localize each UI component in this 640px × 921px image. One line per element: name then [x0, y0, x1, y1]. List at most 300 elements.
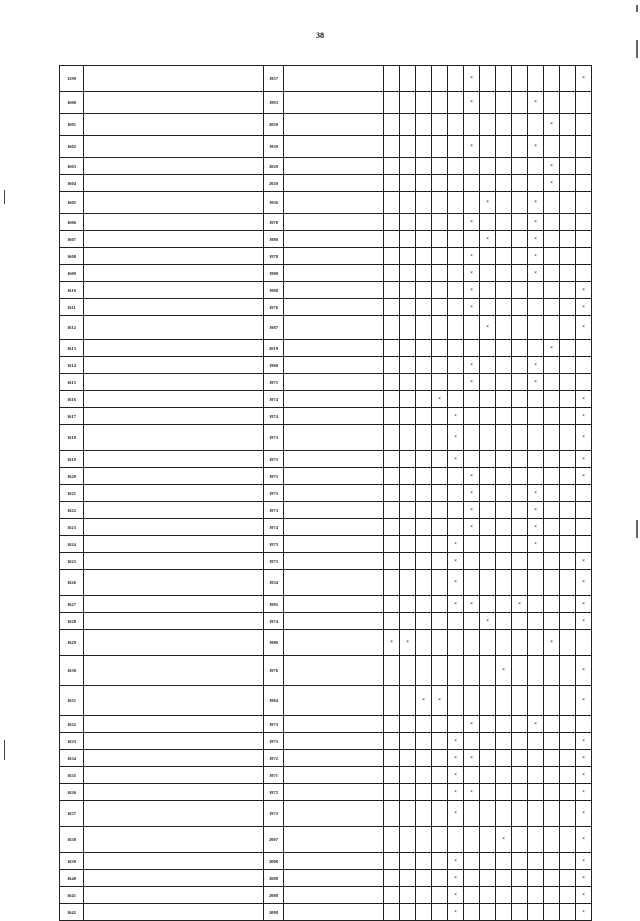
mark-cell — [432, 570, 448, 596]
mark-cell — [432, 282, 448, 299]
mark-cell — [448, 630, 464, 656]
mark-cell — [384, 425, 400, 451]
address-cell — [84, 265, 264, 282]
x-mark-icon: × — [454, 558, 457, 564]
table-row — [60, 214, 592, 231]
address-cell — [84, 92, 264, 114]
address-cell — [84, 282, 264, 299]
address-cell — [84, 853, 264, 870]
mark-cell — [528, 248, 544, 265]
mark-cell — [544, 686, 560, 716]
x-mark-icon: × — [438, 698, 441, 703]
mark-cell — [544, 767, 560, 784]
mark-cell — [400, 231, 416, 248]
mark-cell — [448, 686, 464, 716]
mark-cell — [416, 870, 432, 887]
mark-cell — [496, 66, 512, 92]
year-cell: 1973 — [264, 425, 284, 451]
mark-cell — [480, 425, 496, 451]
mark-cell — [560, 613, 576, 630]
row-number: 1642 — [60, 904, 84, 921]
mark-cell — [384, 686, 400, 716]
year-cell: 1980 — [264, 265, 284, 282]
mark-cell — [416, 519, 432, 536]
mark-cell — [560, 248, 576, 265]
year-cell: 1987 — [264, 316, 284, 340]
year-cell: 2008 — [264, 870, 284, 887]
x-mark-icon: × — [470, 379, 473, 385]
mark-cell — [560, 630, 576, 656]
mark-cell — [464, 733, 480, 750]
mark-cell — [528, 887, 544, 904]
mark-cell — [432, 716, 448, 733]
mark-cell — [416, 316, 432, 340]
address-cell — [84, 316, 264, 340]
mark-cell — [496, 686, 512, 716]
mark-cell — [464, 536, 480, 553]
address-cell — [84, 299, 264, 316]
mark-cell — [528, 485, 544, 502]
mark-cell — [512, 214, 528, 231]
table-row — [60, 299, 592, 316]
mark-cell — [464, 519, 480, 536]
mark-cell — [528, 613, 544, 630]
x-mark-icon: × — [470, 507, 473, 513]
mark-cell — [528, 316, 544, 340]
mark-cell — [384, 853, 400, 870]
mark-cell — [400, 887, 416, 904]
row-number: 1626 — [60, 570, 84, 596]
mark-cell — [464, 451, 480, 468]
mark-cell — [544, 750, 560, 767]
mark-cell — [448, 656, 464, 686]
mark-cell — [400, 570, 416, 596]
mark-cell — [576, 231, 592, 248]
x-mark-icon: × — [534, 362, 537, 368]
mark-cell — [432, 686, 448, 716]
mark-cell — [544, 340, 560, 357]
address-cell — [84, 716, 264, 733]
mark-cell — [480, 784, 496, 801]
year-cell: 1973 — [264, 502, 284, 519]
mark-cell — [416, 374, 432, 391]
x-mark-icon: × — [582, 558, 585, 564]
table-row — [60, 630, 592, 656]
mark-cell — [528, 265, 544, 282]
mark-cell — [560, 468, 576, 485]
inspection-types-cell — [284, 92, 384, 114]
mark-cell — [512, 158, 528, 175]
row-number: 1608 — [60, 248, 84, 265]
mark-cell — [560, 596, 576, 613]
mark-cell — [560, 502, 576, 519]
x-mark-icon: × — [582, 892, 585, 898]
mark-cell — [496, 357, 512, 374]
mark-cell — [400, 801, 416, 827]
row-number: 1627 — [60, 596, 84, 613]
mark-cell — [528, 425, 544, 451]
mark-cell — [384, 536, 400, 553]
year-cell: 1974 — [264, 519, 284, 536]
mark-cell — [448, 767, 464, 784]
mark-cell — [384, 357, 400, 374]
mark-cell — [432, 553, 448, 570]
mark-cell — [464, 630, 480, 656]
address-cell — [84, 391, 264, 408]
mark-cell — [544, 801, 560, 827]
mark-cell — [576, 904, 592, 921]
mark-cell — [448, 536, 464, 553]
x-mark-icon: × — [438, 396, 441, 402]
x-mark-icon: × — [486, 236, 489, 242]
mark-cell — [416, 158, 432, 175]
mark-cell — [448, 158, 464, 175]
inspection-types-cell — [284, 158, 384, 175]
mark-cell — [480, 66, 496, 92]
address-cell — [84, 870, 264, 887]
mark-cell — [480, 408, 496, 425]
address-cell — [84, 502, 264, 519]
row-number: 1610 — [60, 282, 84, 299]
x-mark-icon: × — [454, 541, 457, 547]
mark-cell — [464, 192, 480, 214]
address-cell — [84, 114, 264, 136]
mark-cell — [432, 231, 448, 248]
table-row — [60, 904, 592, 921]
row-number: 1634 — [60, 750, 84, 767]
table-row — [60, 716, 592, 733]
year-cell: 2020 — [264, 175, 284, 192]
x-mark-icon: × — [582, 875, 585, 881]
mark-cell — [464, 686, 480, 716]
mark-cell — [528, 519, 544, 536]
mark-cell — [560, 686, 576, 716]
mark-cell — [464, 316, 480, 340]
mark-cell — [576, 613, 592, 630]
year-cell: 1936 — [264, 192, 284, 214]
mark-cell — [496, 887, 512, 904]
year-cell: 1975 — [264, 374, 284, 391]
mark-cell — [448, 391, 464, 408]
scan-border-mark — [636, 520, 638, 538]
mark-cell — [400, 767, 416, 784]
mark-cell — [544, 613, 560, 630]
inspection-types-cell — [284, 66, 384, 92]
table-row — [60, 282, 592, 299]
mark-cell — [416, 827, 432, 853]
mark-cell — [512, 391, 528, 408]
mark-cell — [512, 870, 528, 887]
table-row — [60, 553, 592, 570]
mark-cell — [496, 596, 512, 613]
inspection-types-cell — [284, 904, 384, 921]
mark-cell — [544, 519, 560, 536]
mark-cell — [416, 425, 432, 451]
year-cell: 1957 — [264, 66, 284, 92]
address-cell — [84, 784, 264, 801]
mark-cell — [496, 265, 512, 282]
mark-cell — [384, 519, 400, 536]
row-number: 1605 — [60, 192, 84, 214]
mark-cell — [400, 114, 416, 136]
inspection-types-cell — [284, 316, 384, 340]
mark-cell — [432, 451, 448, 468]
mark-cell — [512, 536, 528, 553]
inspection-types-cell — [284, 282, 384, 299]
mark-cell — [544, 553, 560, 570]
mark-cell — [432, 784, 448, 801]
x-mark-icon: × — [534, 490, 537, 496]
mark-cell — [384, 340, 400, 357]
mark-cell — [512, 340, 528, 357]
row-number: 1636 — [60, 784, 84, 801]
x-mark-icon: × — [582, 413, 585, 419]
year-cell: 1975 — [264, 485, 284, 502]
mark-cell — [400, 485, 416, 502]
mark-cell — [496, 519, 512, 536]
mark-cell — [528, 596, 544, 613]
address-cell — [84, 451, 264, 468]
mark-cell — [432, 536, 448, 553]
mark-cell — [528, 716, 544, 733]
year-cell: 1974 — [264, 391, 284, 408]
mark-cell — [416, 596, 432, 613]
mark-cell — [400, 374, 416, 391]
mark-cell — [480, 265, 496, 282]
row-number: 1629 — [60, 630, 84, 656]
inspection-types-cell — [284, 502, 384, 519]
x-mark-icon: × — [550, 163, 553, 169]
mark-cell — [496, 570, 512, 596]
mark-cell — [528, 92, 544, 114]
x-mark-icon: × — [454, 580, 457, 585]
mark-cell — [560, 887, 576, 904]
mark-cell — [576, 175, 592, 192]
mark-cell — [384, 451, 400, 468]
row-number: 1615 — [60, 374, 84, 391]
mark-cell — [400, 248, 416, 265]
mark-cell — [416, 66, 432, 92]
x-mark-icon: × — [582, 909, 585, 915]
year-cell: 1973 — [264, 536, 284, 553]
mark-cell — [512, 904, 528, 921]
year-cell: 1985 — [264, 596, 284, 613]
mark-cell — [400, 299, 416, 316]
table-row — [60, 175, 592, 192]
row-number: 1625 — [60, 553, 84, 570]
mark-cell — [528, 214, 544, 231]
mark-cell — [544, 784, 560, 801]
mark-cell — [464, 784, 480, 801]
mark-cell — [528, 468, 544, 485]
mark-cell — [400, 357, 416, 374]
x-mark-icon: × — [582, 456, 585, 462]
table-row — [60, 316, 592, 340]
x-mark-icon: × — [550, 640, 553, 645]
mark-cell — [384, 175, 400, 192]
inspection-types-cell — [284, 248, 384, 265]
mark-cell — [512, 265, 528, 282]
mark-cell — [384, 214, 400, 231]
mark-cell — [560, 553, 576, 570]
mark-cell — [432, 425, 448, 451]
table-row — [60, 374, 592, 391]
mark-cell — [464, 340, 480, 357]
mark-cell — [512, 136, 528, 158]
mark-cell — [448, 136, 464, 158]
mark-cell — [512, 827, 528, 853]
mark-cell — [480, 553, 496, 570]
address-cell — [84, 158, 264, 175]
mark-cell — [464, 374, 480, 391]
mark-cell — [528, 536, 544, 553]
x-mark-icon: × — [582, 580, 585, 585]
address-cell — [84, 136, 264, 158]
year-cell: 1934 — [264, 570, 284, 596]
mark-cell — [544, 114, 560, 136]
mark-cell — [448, 733, 464, 750]
mark-cell — [544, 596, 560, 613]
mark-cell — [512, 425, 528, 451]
inspection-types-cell — [284, 767, 384, 784]
mark-cell — [448, 425, 464, 451]
mark-cell — [416, 536, 432, 553]
address-cell — [84, 613, 264, 630]
x-mark-icon: × — [582, 601, 585, 607]
mark-cell — [432, 596, 448, 613]
mark-cell — [432, 357, 448, 374]
mark-cell — [480, 596, 496, 613]
mark-cell — [400, 656, 416, 686]
row-number: 1632 — [60, 716, 84, 733]
mark-cell — [496, 553, 512, 570]
mark-cell — [560, 316, 576, 340]
mark-cell — [560, 570, 576, 596]
mark-cell — [416, 282, 432, 299]
mark-cell — [544, 357, 560, 374]
mark-cell — [384, 136, 400, 158]
x-mark-icon: × — [470, 100, 473, 105]
mark-cell — [496, 613, 512, 630]
mark-cell — [544, 265, 560, 282]
x-mark-icon: × — [470, 789, 473, 795]
address-cell — [84, 408, 264, 425]
row-number: 1618 — [60, 425, 84, 451]
mark-cell — [464, 485, 480, 502]
x-mark-icon: × — [582, 76, 585, 81]
mark-cell — [576, 630, 592, 656]
x-mark-icon: × — [534, 219, 537, 225]
mark-cell — [384, 231, 400, 248]
mark-cell — [576, 357, 592, 374]
x-mark-icon: × — [470, 287, 473, 293]
inspection-types-cell — [284, 656, 384, 686]
mark-cell — [384, 613, 400, 630]
row-number: 1630 — [60, 656, 84, 686]
table-row — [60, 357, 592, 374]
x-mark-icon: × — [454, 909, 457, 915]
mark-cell — [432, 656, 448, 686]
table-row — [60, 870, 592, 887]
x-mark-icon: × — [534, 524, 537, 530]
mark-cell — [576, 686, 592, 716]
table-row — [60, 733, 592, 750]
mark-cell — [544, 316, 560, 340]
mark-cell — [496, 282, 512, 299]
table-row — [60, 519, 592, 536]
year-cell: 2008 — [264, 853, 284, 870]
mark-cell — [432, 767, 448, 784]
mark-cell — [416, 192, 432, 214]
mark-cell — [528, 686, 544, 716]
mark-cell — [432, 801, 448, 827]
mark-cell — [448, 66, 464, 92]
mark-cell — [480, 733, 496, 750]
mark-cell — [496, 214, 512, 231]
mark-cell — [480, 357, 496, 374]
mark-cell — [384, 716, 400, 733]
mark-cell — [432, 733, 448, 750]
x-mark-icon: × — [454, 875, 457, 881]
mark-cell — [496, 827, 512, 853]
row-number: 1616 — [60, 391, 84, 408]
mark-cell — [448, 175, 464, 192]
row-number: 1623 — [60, 519, 84, 536]
mark-cell — [448, 853, 464, 870]
mark-cell — [384, 299, 400, 316]
mark-cell — [480, 853, 496, 870]
mark-cell — [384, 158, 400, 175]
table-row — [60, 887, 592, 904]
mark-cell — [464, 502, 480, 519]
mark-cell — [480, 767, 496, 784]
mark-cell — [576, 282, 592, 299]
table-row — [60, 468, 592, 485]
mark-cell — [528, 853, 544, 870]
mark-cell — [496, 502, 512, 519]
x-mark-icon: × — [454, 892, 457, 898]
mark-cell — [528, 904, 544, 921]
mark-cell — [432, 248, 448, 265]
address-cell — [84, 887, 264, 904]
mark-cell — [496, 340, 512, 357]
mark-cell — [560, 214, 576, 231]
mark-cell — [432, 502, 448, 519]
mark-cell — [416, 904, 432, 921]
mark-cell — [384, 391, 400, 408]
mark-cell — [512, 630, 528, 656]
mark-cell — [464, 114, 480, 136]
row-number: 1614 — [60, 357, 84, 374]
mark-cell — [448, 248, 464, 265]
x-mark-icon: × — [518, 601, 521, 607]
mark-cell — [544, 827, 560, 853]
mark-cell — [416, 733, 432, 750]
year-cell: 1972 — [264, 784, 284, 801]
mark-cell — [544, 192, 560, 214]
mark-cell — [448, 316, 464, 340]
row-number: 1607 — [60, 231, 84, 248]
inspection-types-cell — [284, 733, 384, 750]
mark-cell — [560, 136, 576, 158]
mark-cell — [416, 451, 432, 468]
mark-cell — [560, 784, 576, 801]
mark-cell — [512, 570, 528, 596]
mark-cell — [544, 391, 560, 408]
mark-cell — [448, 502, 464, 519]
mark-cell — [512, 596, 528, 613]
mark-cell — [384, 192, 400, 214]
